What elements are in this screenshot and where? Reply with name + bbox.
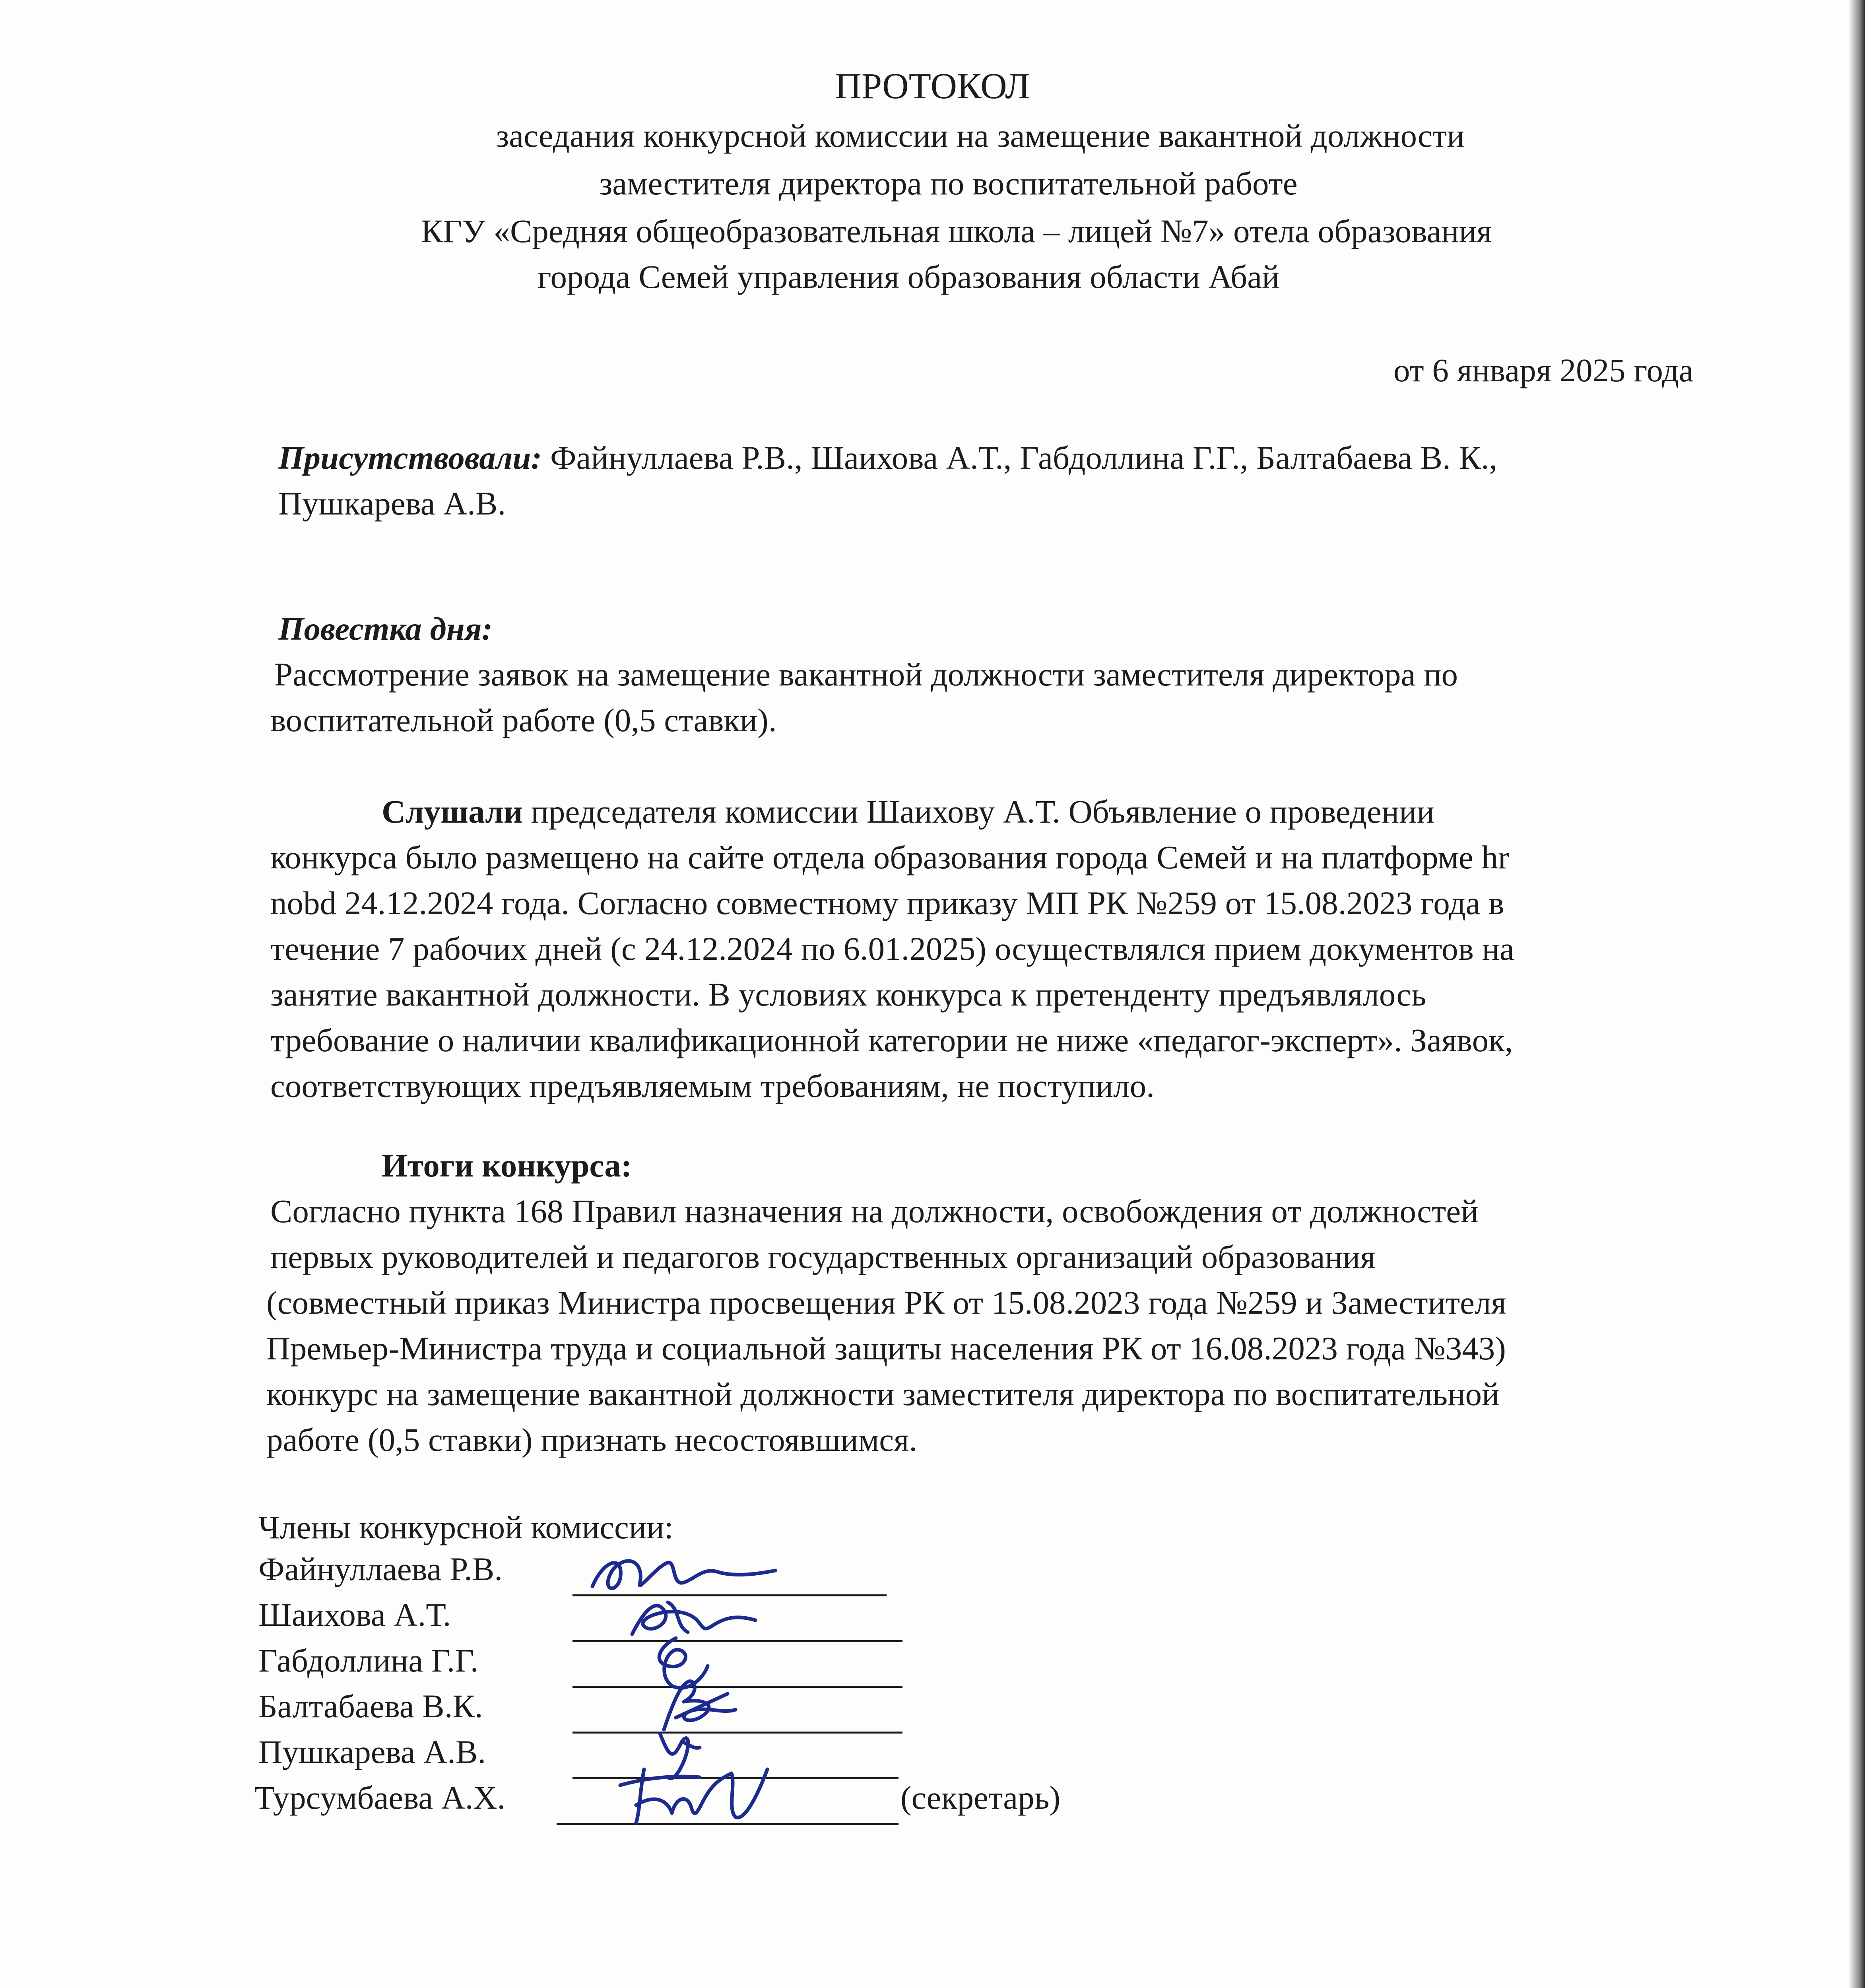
secretary-role: (секретарь) <box>900 1779 1061 1816</box>
results-line-6: работе (0,5 ставки) признать несостоявшимся. <box>266 1421 918 1458</box>
results-line-3: (совместный приказ Министра просвещения РК от 15.08.2023 года №259 и Заместителя <box>266 1284 1506 1321</box>
members-label: Члены конкурсной комиссии: <box>258 1509 673 1545</box>
results-label: Итоги конкурса: <box>382 1147 632 1184</box>
document-title: ПРОТОКОЛ <box>835 66 1030 106</box>
heard-line-2: конкурса было размещено на сайте отдела образования города Семей и на платформе hr <box>270 839 1509 876</box>
member-name: Пушкарева А.В. <box>258 1734 486 1770</box>
results-line-5: конкурс на замещение вакантной должности заместителя директора по воспитательной <box>266 1376 1500 1412</box>
agenda-line-2: воспитательной работе (0,5 ставки). <box>270 702 777 738</box>
attendance-names: Файнуллаева Р.В., Шаихова А.Т., Габдоллина Г.Г., Балтабаева В. К., <box>542 439 1498 476</box>
title-subtitle-line-1: заседания конкурсной комиссии на замещение вакантной должности <box>496 117 1465 154</box>
title-subtitle-line-2: заместителя директора по воспитательной работе <box>599 165 1298 202</box>
member-name: Балтабаева В.К. <box>258 1688 483 1724</box>
title-subtitle-line-3: КГУ «Средняя общеобразовательная школа – лицей №7» отела образования <box>421 213 1492 249</box>
results-line-2: первых руководителей и педагогов государственных организаций образования <box>270 1239 1376 1275</box>
attendance-label: Присутствовали: <box>278 439 542 476</box>
member-name: Габдоллина Г.Г. <box>258 1642 479 1679</box>
agenda-line-1: Рассмотрение заявок на замещение вакантной должности заместителя директора по <box>274 656 1458 693</box>
title-subtitle-line-4: города Семей управления образования области Абай <box>538 258 1280 295</box>
heard-line-7: соответствующих предъявляемым требованиям, не поступило. <box>270 1068 1155 1104</box>
member-name: Турсумбаева А.Х. <box>254 1779 506 1816</box>
member-signature <box>612 1753 779 1829</box>
attendance-line-1 <box>278 441 1497 474</box>
member-name: Файнуллаева Р.В. <box>258 1551 503 1587</box>
heard-line-4: течение 7 рабочих дней (с 24.12.2024 по 6.01.2025) осуществлялся прием документов на <box>270 930 1514 967</box>
heard-line-5: занятие вакантной должности. В условиях конкурса к претенденту предъявлялось <box>270 976 1426 1013</box>
paper-edge-shadow <box>1849 0 1865 1988</box>
heard-line-6: требование о наличии квалификационной категории не ниже «педагог-эксперт». Заявок, <box>270 1022 1513 1058</box>
agenda-label: Повестка дня: <box>278 610 493 647</box>
document-date: от 6 января 2025 года <box>1393 352 1694 388</box>
member-name: Шаихова А.Т. <box>258 1596 451 1633</box>
heard-line-1: Слушали председателя комиссии Шаихову А.Т. Объявление о проведении <box>382 793 1434 830</box>
results-line-4: Премьер-Министра труда и социальной защиты населения РК от 16.08.2023 года №343) <box>266 1330 1506 1367</box>
heard-label: Слушали <box>382 793 523 830</box>
attendance-line-2: Пушкарева А.В. <box>278 485 506 522</box>
results-line-1: Согласно пункта 168 Правил назначения на должности, освобождения от должностей <box>270 1193 1479 1229</box>
heard-line-3: nobd 24.12.2024 года. Согласно совместному приказу МП РК №259 от 15.08.2023 года в <box>270 885 1504 921</box>
